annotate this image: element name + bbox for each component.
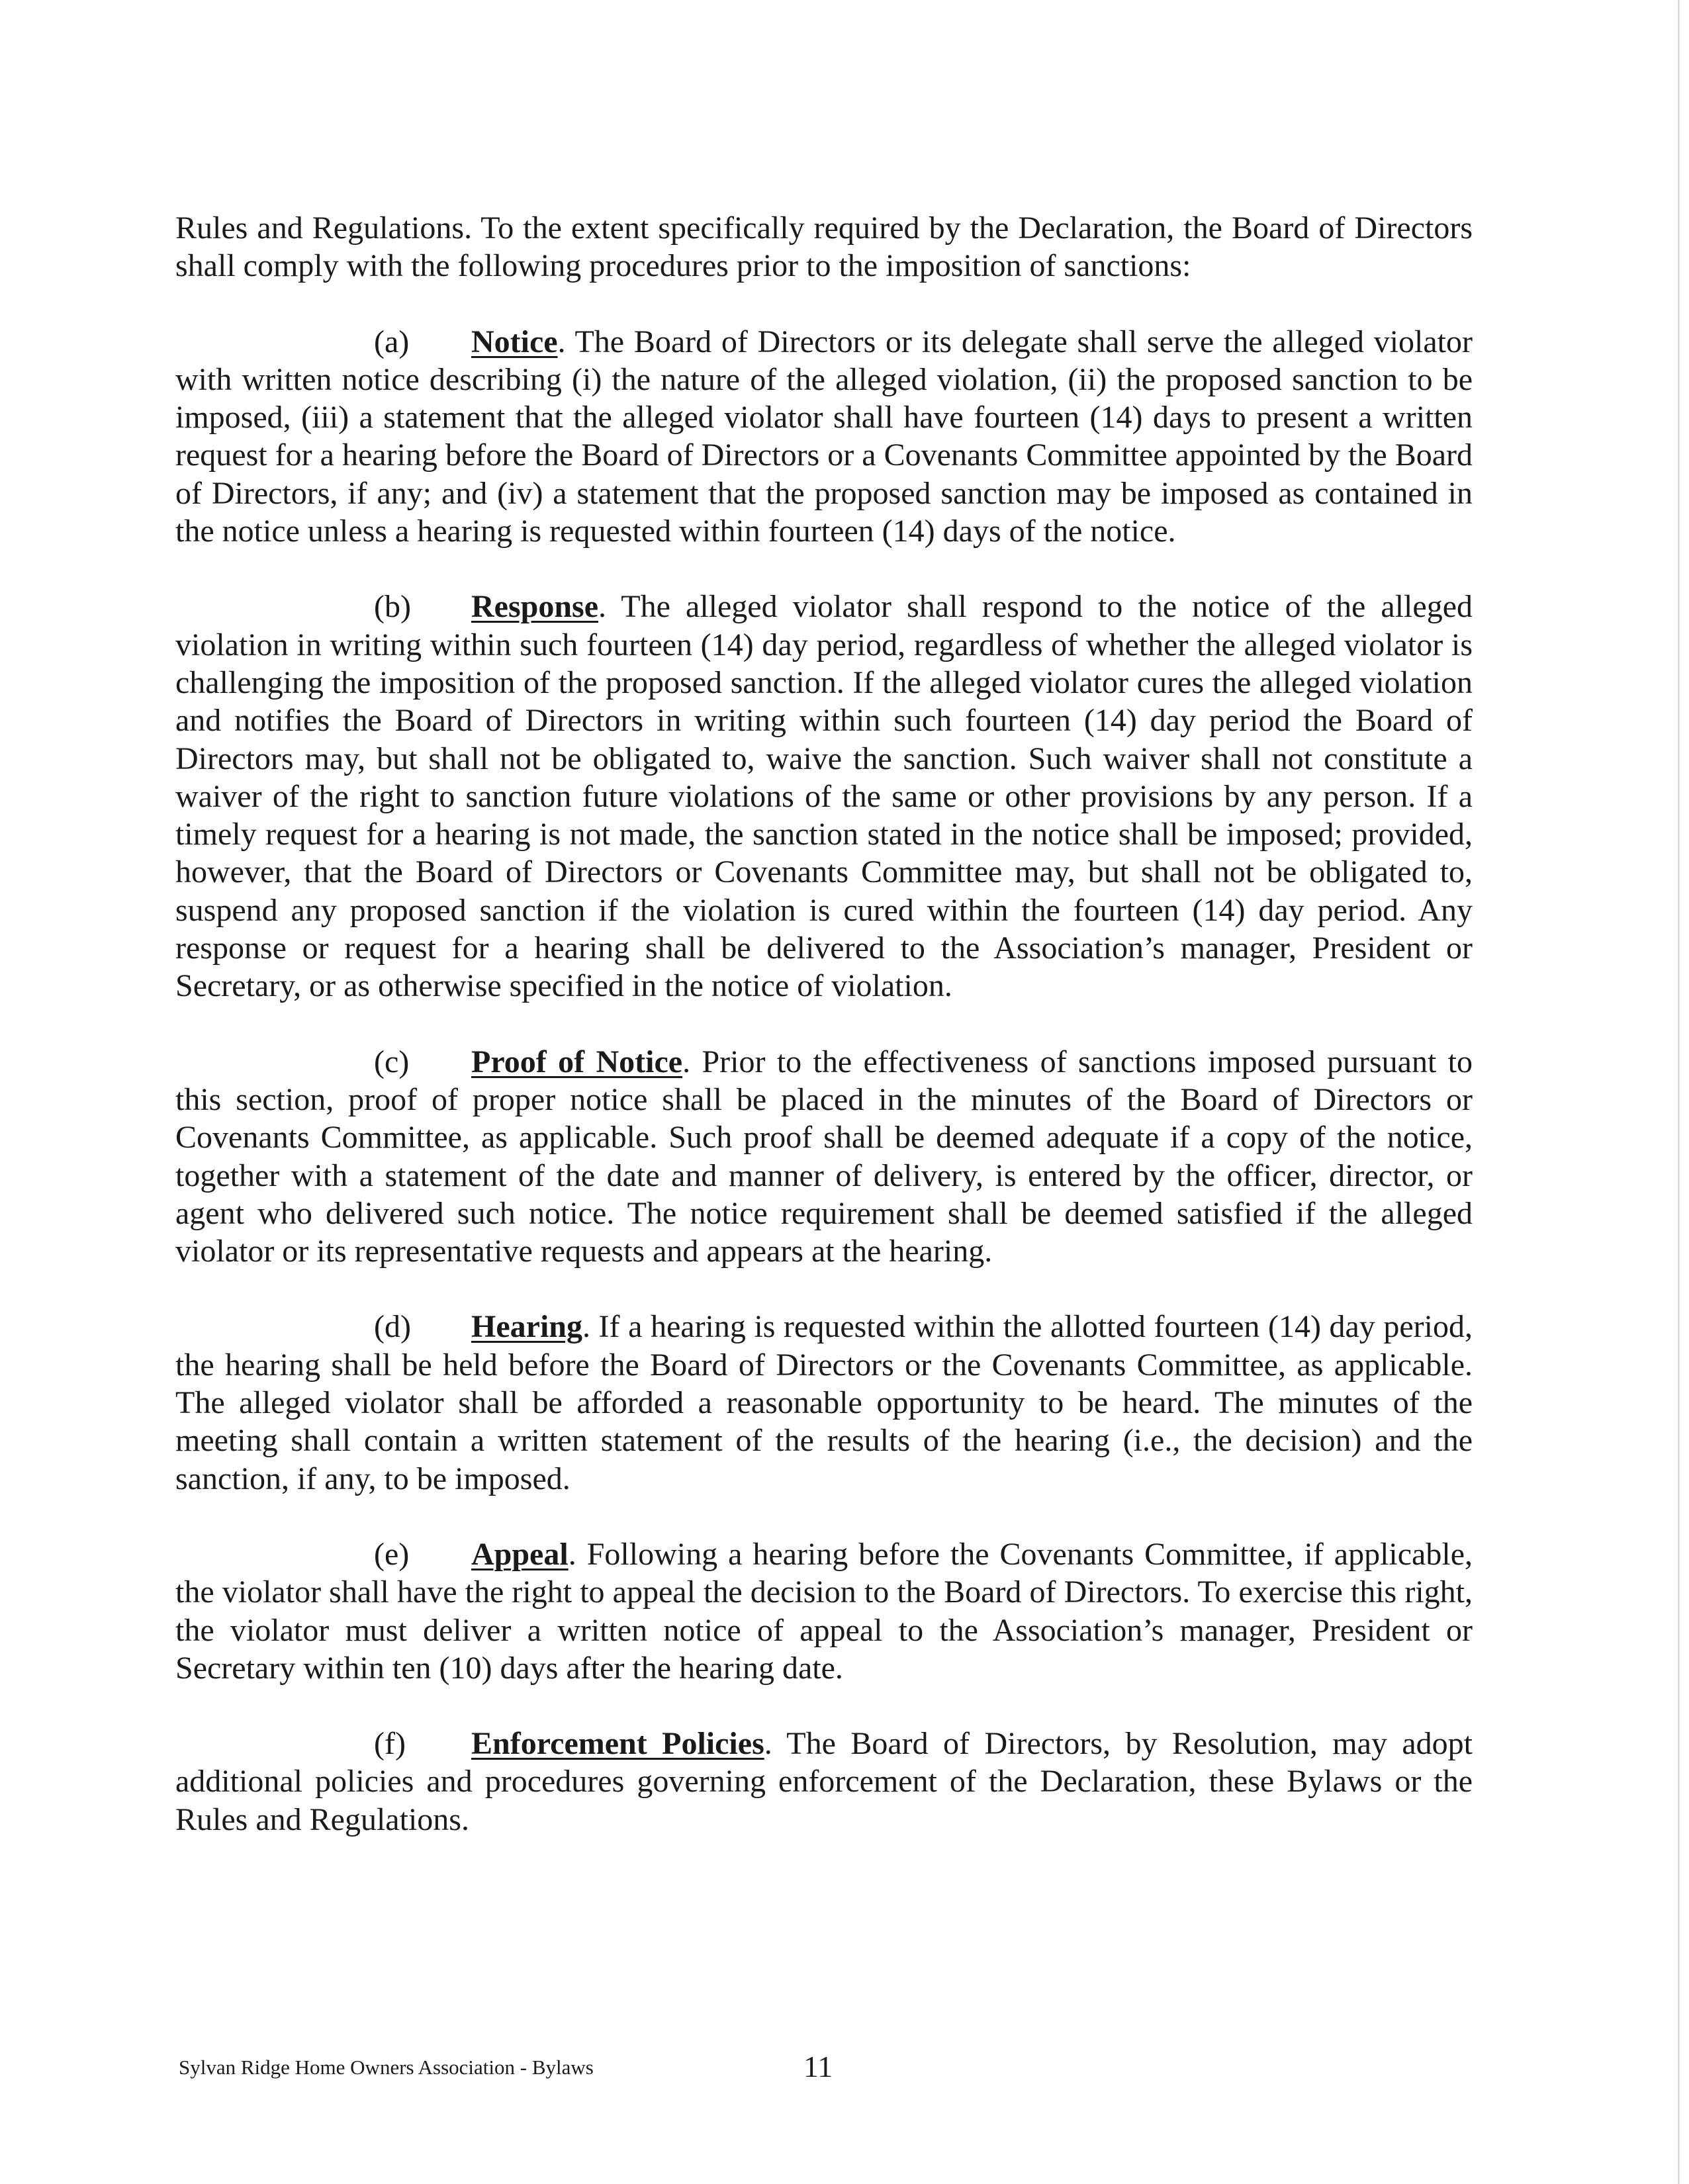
section-number: (e) (374, 1536, 410, 1572)
section-number: (a) (374, 324, 410, 359)
section-a (175, 323, 1473, 551)
section-body: . The alleged violator shall respond to the notice of the alleged violation in writing within such fourteen (14) day period, regardless of whether the alleged violator is challenging the imposition of the proposed sanction. If the alleged violator cures the alleged violation and notifies the Board of Directors in writing within such fourteen (14) day period the Board of Directors may, but shall not be obligated to, waive the sanction. Such waiver shall not constitute a waiver of the right to sanction future violations of the same or other provisions by any person. If a timely request for a hearing is not made, the sanction stated in the notice shall be imposed; provided, however, that the Board of Directors or Covenants Committee may, but shall not be obligated to, suspend any proposed sanction if the violation is cured within the fourteen (14) day period. Any response or request for a hearing shall be delivered to the Association’s manager, President or Secretary, or as otherwise specified in the notice of violation. (175, 589, 1473, 1004)
section-body: . Prior to the effectiveness of sanctions imposed pursuant to this section, proof of proper notice shall be placed in the minutes of the Board of Directors or Covenants Committee, as applicable. Such proof shall be deemed adequate if a copy of the notice, together with a statement of the date and manner of delivery, is entered by the officer, director, or agent who delivered such notice. The notice requirement shall be deemed satisfied if the alleged violator or its representative requests and appears at the hearing. (175, 1044, 1473, 1269)
section-body: . The Board of Directors or its delegate shall serve the alleged violator with written notice describing (i) the nature of the alleged violation, (ii) the proposed sanction to be imposed, (iii) a statement that the alleged violator shall have fourteen (14) days to present a written request for a hearing before the Board of Directors or a Covenants Committee appointed by the Board of Directors, if any; and (iv) a statement that the proposed sanction may be imposed as contained in the notice unless a hearing is requested within fourteen (14) days of the notice. (175, 324, 1473, 549)
section-number: (f) (374, 1726, 406, 1762)
section-f (175, 1725, 1473, 1839)
page-number: 11 (803, 2050, 833, 2083)
section-heading: Hearing (471, 1309, 582, 1345)
document-body (175, 209, 1473, 1876)
section-number: (d) (374, 1309, 411, 1345)
section-heading: Response (471, 589, 599, 625)
section-e (175, 1535, 1473, 1687)
intro-paragraph: Rules and Regulations. To the extent specifically required by the Declaration, the Board of Directors shall comply with the following procedures prior to the imposition of sanctions: (175, 210, 1473, 284)
section-heading: Enforcement Policies (471, 1726, 764, 1762)
section-c (175, 1043, 1473, 1271)
footer-title: Sylvan Ridge Home Owners Association - Bylaws (179, 2056, 594, 2079)
section-number: (c) (374, 1044, 410, 1079)
section-body: . Following a hearing before the Covenants Committee, if applicable, the violator shall have the right to appeal the decision to the Board of Directors. To exercise this right, the violator must deliver a written notice of appeal to the Association’s manager, President or Secretary within ten (10) days after the hearing date. (175, 1536, 1473, 1686)
section-body: . The Board of Directors, by Resolution, may adopt additional policies and procedures governing enforcement of the Declaration, these Bylaws or the Rules and Regulations. (175, 1726, 1473, 1837)
section-body: . If a hearing is requested within the allotted fourteen (14) day period, the hearing shall be held before the Board of Directors or the Covenants Committee, as applicable. The alleged violator shall be afforded a reasonable opportunity to be heard. The minutes of the meeting shall contain a written statement of the results of the hearing (i.e., the decision) and the sanction, if any, to be imposed. (175, 1309, 1473, 1496)
section-heading: Appeal (471, 1536, 569, 1572)
scan-edge (1678, 0, 1680, 2184)
section-heading: Notice (471, 324, 558, 359)
section-d (175, 1308, 1473, 1497)
section-b (175, 588, 1473, 1005)
section-number: (b) (374, 589, 411, 625)
section-heading: Proof of Notice (471, 1044, 683, 1079)
